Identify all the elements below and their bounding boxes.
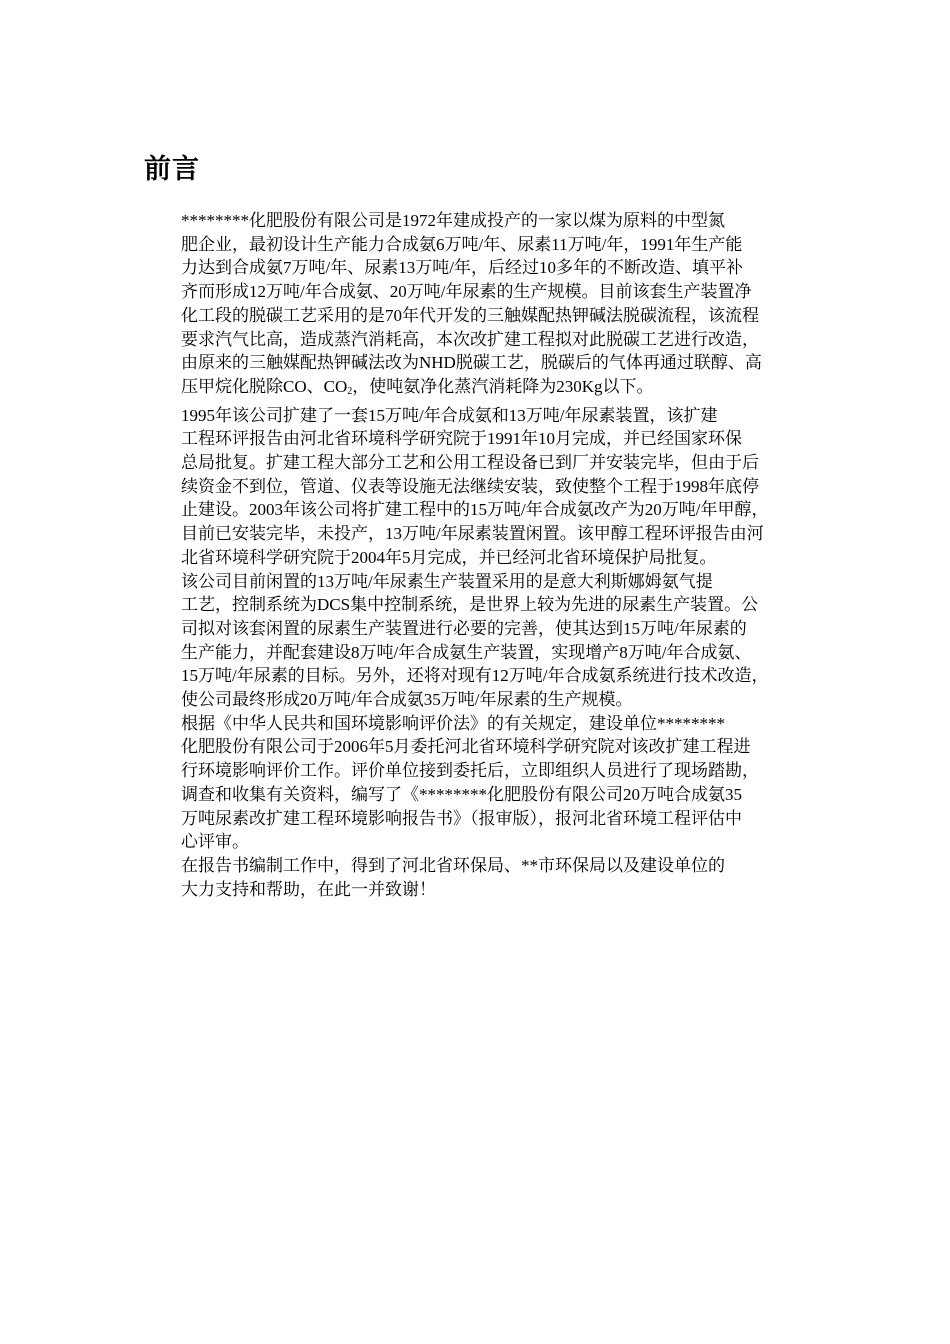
text-line: 续资金不到位，管道、仪表等设施无法继续安装，致使整个工程于1998年底停 [181, 476, 759, 496]
text-line-with-subscript [144, 375, 810, 404]
text-line: 15万吨/年尿素的目标。另外，还将对现有12万吨/年合成氨系统进行技术改造， [181, 666, 769, 686]
paragraph-1 [144, 209, 810, 404]
text-line: 化肥股份有限公司于2006年5月委托河北省环境科学研究院对该改扩建工程进 [181, 737, 751, 757]
text-line: 齐而形成12万吨/年合成氨、20万吨/年尿素的生产规模。目前该套生产装置净 [181, 282, 752, 302]
text-line: 调查和收集有关资料，编写了《********化肥股份有限公司20万吨合成氨35 [181, 784, 742, 804]
text-segment: ，使吨氨净化蒸汽消耗降为230Kg以下。 [352, 376, 654, 396]
text-line: 工艺，控制系统为DCS集中控制系统，是世界上较为先进的尿素生产装置。公 [181, 595, 759, 615]
text-line: ********化肥股份有限公司是1972年建成投产的一家以煤为原料的中型氮 [181, 211, 725, 230]
text-line: 目前已安装完毕，未投产，13万吨/年尿素装置闲置。该甲醇工程环评报告由河 [181, 524, 764, 544]
text-line: 肥企业，最初设计生产能力合成氨6万吨/年、尿素11万吨/年，1991年生产能 [181, 234, 743, 254]
subscript: 2 [347, 385, 353, 397]
text-line: 心评审。 [181, 832, 249, 852]
text-line: 司拟对该套闲置的尿素生产装置进行必要的完善，使其达到15万吨/年尿素的 [181, 618, 747, 638]
text-segment: 压甲烷化脱除CO、CO [181, 376, 348, 396]
text-line: 止建设。2003年该公司将扩建工程中的15万吨/年合成氨改产为20万吨/年甲醇， [181, 500, 769, 520]
text-line: 使公司最终形成20万吨/年合成氨35万吨/年尿素的生产规模。 [181, 690, 633, 710]
text-line: 由原来的三触媒配热钾碱法改为NHD脱碳工艺，脱碳后的气体再通过联醇、高 [181, 353, 762, 373]
text-line: 总局批复。扩建工程大部分工艺和公用工程设备已到厂并安装完毕，但由于后 [181, 453, 759, 473]
text-line: 在报告书编制工作中，得到了河北省环保局、**市环保局以及建设单位的 [181, 855, 725, 875]
text-line: 化工段的脱碳工艺采用的是70年代开发的三触媒配热钾碱法脱碳流程，该流程 [181, 305, 759, 325]
text-line: 根据《中华人民共和国环境影响评价法》的有关规定，建设单位******** [181, 713, 725, 733]
text-line: 1995年该公司扩建了一套15万吨/年合成氨和13万吨/年尿素装置，该扩建 [181, 405, 718, 425]
text-line: 万吨尿素改扩建工程环境影响报告书》（报审版），报河北省环境工程评估中 [181, 808, 742, 828]
paragraph-5 [144, 854, 810, 901]
page-title: 前言 [144, 154, 200, 185]
text-line: 该公司目前闲置的13万吨/年尿素生产装置采用的是意大利斯娜姆氨气提 [181, 571, 713, 591]
text-line: 大力支持和帮助，在此一并致谢！ [181, 879, 436, 899]
document-body [144, 209, 810, 901]
text-line: 北省环境科学研究院于2004年5月完成，并已经河北省环境保护局批复。 [181, 547, 717, 567]
paragraph-4 [144, 712, 810, 854]
paragraph-2 [144, 404, 810, 570]
text-line: 行环境影响评价工作。评价单位接到委托后，立即组织人员进行了现场踏勘， [181, 761, 759, 781]
text-line: 力达到合成氨7万吨/年、尿素13万吨/年，后经过10多年的不断改造、填平补 [181, 258, 743, 278]
text-line: 工程环评报告由河北省环境科学研究院于1991年10月完成，并已经国家环保 [181, 429, 742, 449]
paragraph-3 [144, 570, 810, 712]
text-line: 生产能力，并配套建设8万吨/年合成氨生产装置，实现增产8万吨/年合成氨、 [181, 642, 752, 662]
text-line: 要求汽气比高，造成蒸汽消耗高，本次改扩建工程拟对此脱碳工艺进行改造， [181, 329, 759, 349]
